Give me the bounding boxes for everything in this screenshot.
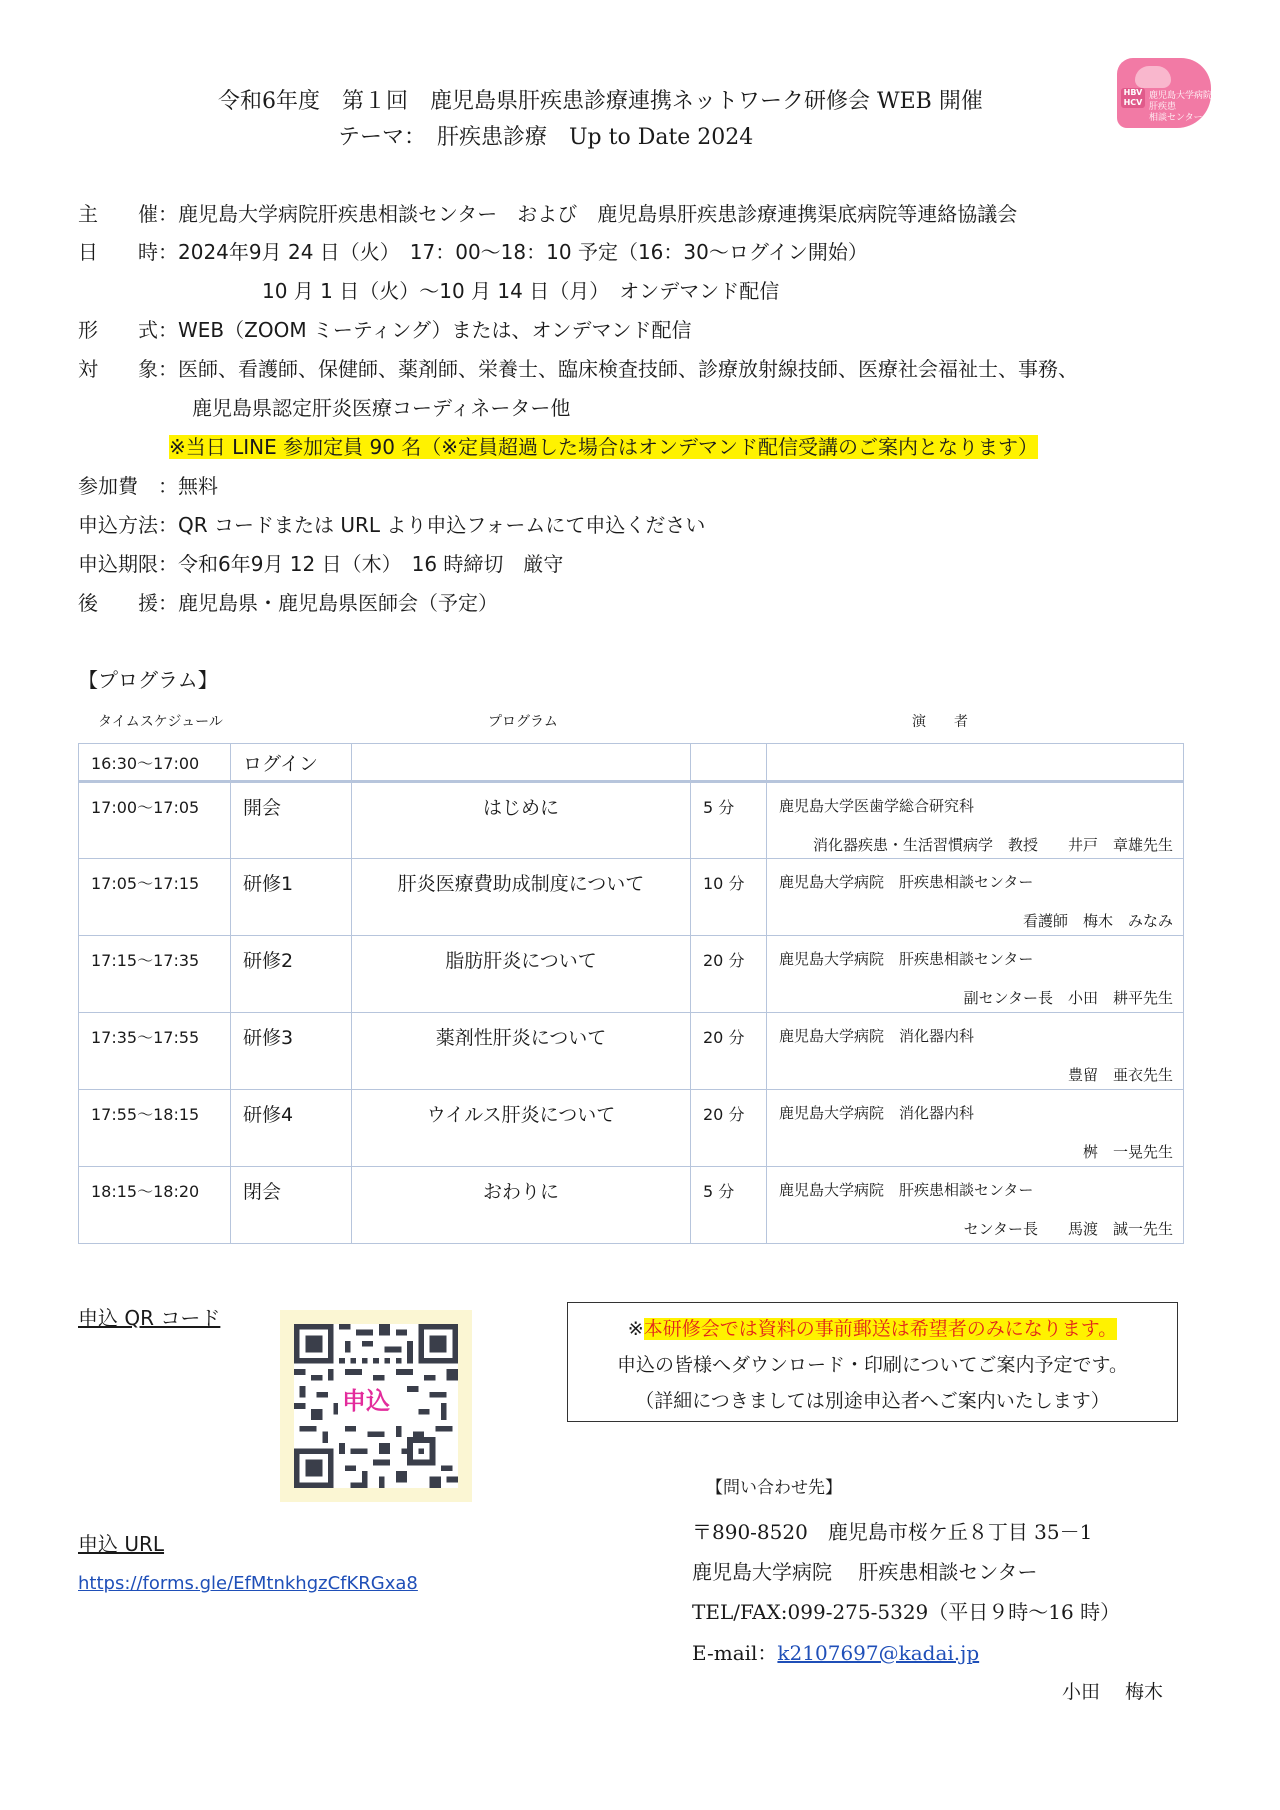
contact-heading: 【問い合わせ先】 — [706, 1478, 842, 1498]
row-speaker-cell — [767, 936, 1184, 1013]
row-time: 17:05～17:15 — [79, 859, 231, 936]
notice-highlight: 本研修会では資料の事前郵送は希望者のみになります。 — [643, 1318, 1118, 1340]
apply-value: QR コードまたは URL より申込フォームにて申込ください — [178, 513, 706, 537]
col-header-speaker: 演 者 — [912, 714, 968, 730]
qr-code[interactable] — [280, 1310, 472, 1502]
target-value-2: 鹿児島県認定肝炎医療コーディネーター他 — [192, 396, 571, 420]
target-line — [78, 355, 1078, 383]
login-speaker-cell — [767, 744, 1184, 782]
row-speaker-cell — [767, 1090, 1184, 1167]
format-line — [78, 316, 692, 344]
row-minutes: 5 分 — [691, 1167, 767, 1244]
row-affiliation: 鹿児島大学病院 消化器内科 — [779, 1104, 975, 1122]
contact-names: 小田 梅木 — [1062, 1681, 1164, 1703]
table-row — [79, 1090, 1184, 1167]
row-time: 17:00～17:05 — [79, 782, 231, 859]
logo-text-line2: 肝疾患 — [1149, 102, 1177, 112]
row-session: 研修3 — [231, 1013, 352, 1090]
fee-label: 参加費 ： — [78, 474, 178, 498]
qr-apply-label: 申込 — [338, 1386, 394, 1416]
support-line — [78, 589, 498, 617]
row-session: 研修4 — [231, 1090, 352, 1167]
row-affiliation: 鹿児島大学病院 肝疾患相談センター — [779, 873, 1034, 891]
ondemand-date: 10 月 1 日（火）～10 月 14 日（月） オンデマンド配信 — [262, 279, 780, 303]
email-link[interactable]: k2107697@kadai.jp — [777, 1641, 980, 1665]
col-header-time: タイムスケジュール — [98, 714, 223, 730]
notice-line1 — [568, 1311, 1177, 1347]
contact-email-line — [692, 1637, 979, 1666]
row-speaker: センター長 馬渡 誠一先生 — [963, 1220, 1173, 1238]
table-row — [79, 859, 1184, 936]
logo-text-line1: 鹿児島大学病院 — [1149, 91, 1213, 101]
format-label: 形 式： — [78, 318, 178, 342]
table-row — [79, 782, 1184, 859]
table-row — [79, 936, 1184, 1013]
row-speaker-cell — [767, 859, 1184, 936]
qr-heading: 申込 QR コード — [78, 1306, 221, 1330]
material-notice-box — [567, 1302, 1178, 1422]
row-affiliation: 鹿児島大学医歯学総合研究科 — [779, 797, 975, 815]
col-header-program: プログラム — [488, 714, 558, 730]
row-title: 肝炎医療費助成制度について — [352, 859, 691, 936]
row-affiliation: 鹿児島大学病院 消化器内科 — [779, 1027, 975, 1045]
contact-org: 鹿児島大学病院 肝疾患相談センター — [692, 1560, 1038, 1584]
apply-line — [78, 511, 705, 539]
row-speaker: 豊留 亜衣先生 — [1067, 1066, 1173, 1084]
deadline-line — [78, 550, 563, 578]
row-time: 17:15～17:35 — [79, 936, 231, 1013]
fee-value: 無料 — [178, 474, 218, 498]
row-title: 薬剤性肝炎について — [352, 1013, 691, 1090]
page-title-theme: テーマ： 肝疾患診療 Up to Date 2024 — [338, 125, 754, 150]
row-speaker-cell — [767, 1013, 1184, 1090]
support-label: 後 援： — [78, 591, 178, 615]
row-session: 閉会 — [231, 1167, 352, 1244]
logo-text — [1149, 91, 1212, 124]
capacity-notice: ※当日 LINE 参加定員 90 名（※定員超過した場合はオンデマンド配信受講のご案内となります） — [169, 435, 1039, 459]
login-time: 16:30～17:00 — [79, 744, 231, 782]
row-session: 研修1 — [231, 859, 352, 936]
row-minutes: 10 分 — [691, 859, 767, 936]
target-label: 対 象： — [78, 357, 178, 381]
row-session: 研修2 — [231, 936, 352, 1013]
logo-tag-hbv: HBV — [1123, 88, 1143, 97]
deadline-value: 令和6年9月 12 日（木） 16 時締切 厳守 — [178, 552, 564, 576]
row-time: 18:15～18:20 — [79, 1167, 231, 1244]
row-affiliation: 鹿児島大学病院 肝疾患相談センター — [779, 950, 1034, 968]
program-heading: 【プログラム】 — [78, 668, 218, 692]
row-speaker-cell — [767, 1167, 1184, 1244]
row-speaker: 消化器疾患・生活習慣病学 教授 井戸 章雄先生 — [812, 836, 1173, 854]
format-value: WEB（ZOOM ミーティング）または、オンデマンド配信 — [178, 318, 692, 342]
row-speaker: 桝 一晃先生 — [1082, 1143, 1173, 1161]
logo-text-line3: 相談センター — [1149, 113, 1203, 123]
row-title: おわりに — [352, 1167, 691, 1244]
table-row — [79, 1167, 1184, 1244]
row-minutes: 5 分 — [691, 782, 767, 859]
row-minutes: 20 分 — [691, 936, 767, 1013]
row-speaker-cell — [767, 782, 1184, 859]
target-value: 医師、看護師、保健師、薬剤師、栄養士、臨床検査技師、診療放射線技師、医療社会福祉士、事務、 — [178, 357, 1078, 381]
date-value: 2024年9月 24 日（火） 17：00～18：10 予定（16：30～ログイン開始） — [178, 240, 868, 264]
row-affiliation: 鹿児島大学病院 肝疾患相談センター — [779, 1181, 1034, 1199]
notice-prefix: ※ — [627, 1318, 644, 1340]
liver-mascot-icon — [1135, 66, 1171, 88]
table-row-login — [79, 744, 1184, 782]
url-heading: 申込 URL — [78, 1532, 165, 1556]
logo-tag — [1121, 88, 1145, 108]
host-label: 主 催： — [78, 202, 178, 226]
row-session: 開会 — [231, 782, 352, 859]
login-label: ログイン — [231, 744, 352, 782]
row-minutes: 20 分 — [691, 1090, 767, 1167]
table-row — [79, 1013, 1184, 1090]
notice-line2: 申込の皆様へダウンロード・印刷についてご案内予定です。 — [616, 1354, 1129, 1376]
row-time: 17:35～17:55 — [79, 1013, 231, 1090]
logo-tag-hcv: HCV — [1123, 98, 1143, 107]
row-title: 脂肪肝炎について — [352, 936, 691, 1013]
page-title-line1: 令和6年度 第１回 鹿児島県肝疾患診療連携ネットワーク研修会 WEB 開催 — [218, 89, 983, 114]
host-line — [78, 200, 1017, 228]
support-value: 鹿児島県・鹿児島県医師会（予定） — [178, 591, 498, 615]
row-title: はじめに — [352, 782, 691, 859]
apply-label: 申込方法： — [78, 513, 178, 537]
email-label: E-mail： — [692, 1641, 778, 1665]
date-label: 日 時： — [78, 240, 178, 264]
login-program-cell — [352, 744, 691, 782]
row-time: 17:55～18:15 — [79, 1090, 231, 1167]
contact-address: 〒890-8520 鹿児島市桜ケ丘８丁目 35－1 — [692, 1520, 1093, 1544]
liver-center-logo — [1117, 58, 1211, 128]
deadline-label: 申込期限： — [78, 552, 178, 576]
host-value: 鹿児島大学病院肝疾患相談センター および 鹿児島県肝疾患診療連携渠底病院等連絡協議会 — [178, 202, 1018, 226]
notice-line3: （詳細につきましては別途申込者へご案内いたします） — [635, 1390, 1110, 1412]
contact-tel: TEL/FAX:099-275-5329（平日９時～16 時） — [692, 1600, 1121, 1624]
row-speaker: 副センター長 小田 耕平先生 — [963, 989, 1173, 1007]
apply-url-link[interactable]: https://forms.gle/EfMtnkhgzCfKRGxa8 — [78, 1573, 418, 1594]
login-minutes-cell — [691, 744, 767, 782]
program-table — [78, 743, 1184, 1244]
fee-line — [78, 472, 218, 500]
row-speaker: 看護師 梅木 みなみ — [1022, 912, 1173, 930]
row-minutes: 20 分 — [691, 1013, 767, 1090]
row-title: ウイルス肝炎について — [352, 1090, 691, 1167]
date-line — [78, 238, 868, 266]
